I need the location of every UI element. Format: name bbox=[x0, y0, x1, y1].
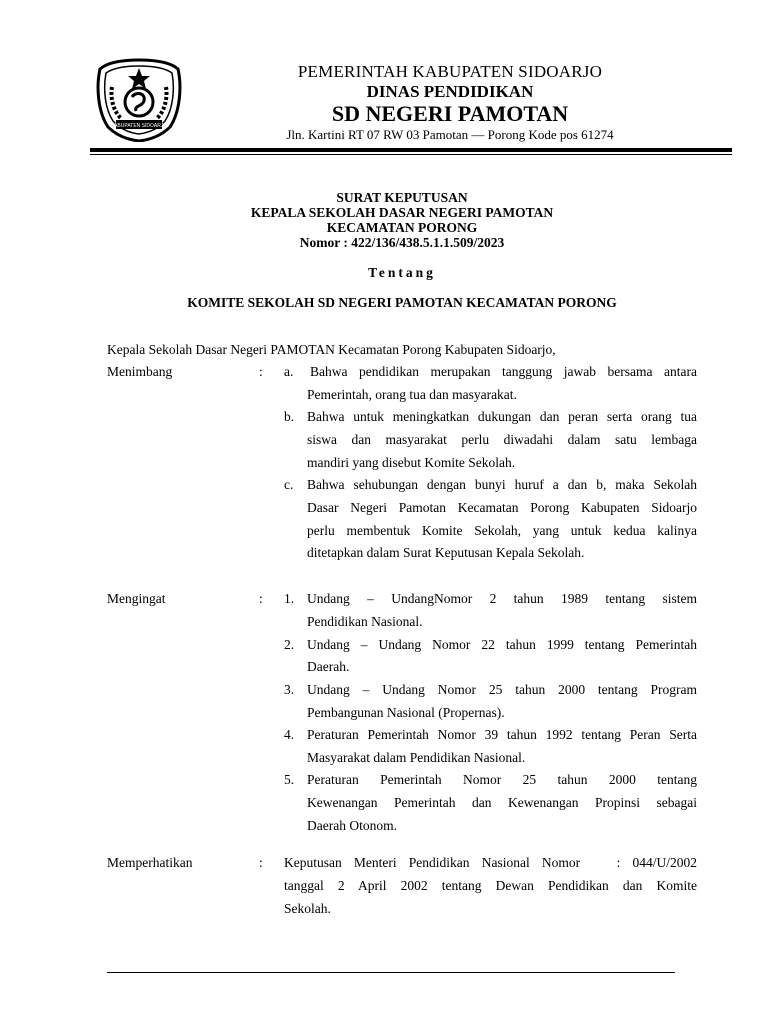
mengingat-5-line-2: Kewenangan Pemerintah dan Kewenangan Propinsi sebagai bbox=[307, 795, 697, 810]
header-government: PEMERINTAH KABUPATEN SIDOARJO bbox=[297, 62, 603, 81]
decree-number: Nomor : 422/136/438.5.1.1.509/2023 bbox=[299, 235, 505, 250]
menimbang-c-line-4: ditetapkan dalam Surat Keputusan Kepala Sekolah. bbox=[307, 545, 585, 560]
mengingat-marker-3: 3. bbox=[284, 682, 295, 697]
mengingat-3-line-1: Undang – Undang Nomor 25 tahun 2000 tentang Program bbox=[307, 682, 697, 697]
mengingat-marker-4: 4. bbox=[284, 727, 295, 742]
decree-district: KECAMATAN PORONG bbox=[326, 220, 478, 235]
menimbang-c-line-1: Bahwa sehubungan dengan bunyi huruf a dan b, maka Sekolah bbox=[307, 477, 697, 492]
header-divider-thick bbox=[90, 148, 732, 152]
memperhatikan-line-3: Sekolah. bbox=[284, 901, 331, 916]
mengingat-marker-2: 2. bbox=[284, 637, 295, 652]
mengingat-2-line-1: Undang – Undang Nomor 22 tahun 1999 tentang Pemerintah bbox=[307, 637, 697, 652]
mengingat-4-line-1: Peraturan Pemerintah Nomor 39 tahun 1992 tentang Peran Serta bbox=[307, 727, 697, 742]
menimbang-c-line-3: perlu membentuk Komite Sekolah, yang untuk kedua kalinya bbox=[307, 523, 697, 538]
memperhatikan-line-1: Keputusan Menteri Pendidikan Nasional Nomor : 044/U/2002 bbox=[284, 855, 697, 870]
menimbang-b-line-2: siswa dan masyarakat perlu diwadahi dalam satu lembaga bbox=[307, 432, 697, 447]
decree-subject: KOMITE SEKOLAH SD NEGERI PAMOTAN KECAMATAN PORONG bbox=[187, 295, 617, 310]
header-address: Jln. Kartini RT 07 RW 03 Pamotan — Porong Kode pos 61274 bbox=[286, 127, 614, 142]
opening-sentence: Kepala Sekolah Dasar Negeri PAMOTAN Kecamatan Porong Kabupaten Sidoarjo, bbox=[107, 342, 556, 357]
menimbang-b-line-1: Bahwa untuk meningkatkan dukungan dan peran serta orang tua bbox=[307, 409, 697, 424]
menimbang-a-line-2: Pemerintah, orang tua dan masyarakat. bbox=[307, 387, 517, 402]
mengingat-3-line-2: Pembangunan Nasional (Propernas). bbox=[307, 705, 505, 720]
mengingat-1-line-1: Undang – UndangNomor 2 tahun 1989 tentang sistem bbox=[307, 591, 697, 606]
mengingat-2-line-2: Daerah. bbox=[307, 659, 350, 674]
mengingat-marker-1: 1. bbox=[284, 591, 295, 606]
decree-title: SURAT KEPUTUSAN bbox=[336, 190, 468, 205]
mengingat-marker-5: 5. bbox=[284, 772, 295, 787]
mengingat-5-line-1: Peraturan Pemerintah Nomor 25 tahun 2000 tentang bbox=[307, 772, 697, 787]
decree-tentang: Tentang bbox=[368, 265, 436, 280]
header-divider-thin bbox=[90, 154, 732, 155]
sidoarjo-emblem-logo bbox=[92, 57, 187, 142]
memperhatikan-line-2: tanggal 2 April 2002 tentang Dewan Pendidikan dan Komite bbox=[284, 878, 697, 893]
memperhatikan-colon: : bbox=[259, 855, 263, 870]
menimbang-marker-a: a. bbox=[284, 364, 294, 379]
mengingat-5-line-3: Daerah Otonom. bbox=[307, 818, 397, 833]
mengingat-colon: : bbox=[259, 591, 263, 606]
svg-text:KABUPATEN SIDOARJO: KABUPATEN SIDOARJO bbox=[110, 123, 168, 129]
mengingat-4-line-2: Masyarakat dalam Pendidikan Nasional. bbox=[307, 750, 526, 765]
mengingat-label: Mengingat bbox=[107, 591, 166, 606]
memperhatikan-label: Memperhatikan bbox=[107, 855, 193, 870]
menimbang-b-line-3: mandiri yang disebut Komite Sekolah. bbox=[307, 455, 516, 470]
menimbang-marker-b: b. bbox=[284, 409, 295, 424]
menimbang-marker-c: c. bbox=[284, 477, 294, 492]
header-department: DINAS PENDIDIKAN bbox=[366, 82, 534, 101]
footer-divider bbox=[107, 972, 675, 973]
mengingat-1-line-2: Pendidikan Nasional. bbox=[307, 614, 423, 629]
menimbang-c-line-2: Dasar Negeri Pamotan Kecamatan Porong Kabupaten Sidoarjo bbox=[307, 500, 697, 515]
menimbang-colon: : bbox=[259, 364, 263, 379]
menimbang-a-line-1: Bahwa pendidikan merupakan tanggung jawab bersama antara bbox=[310, 364, 697, 379]
menimbang-label: Menimbang bbox=[107, 364, 173, 379]
decree-issuer: KEPALA SEKOLAH DASAR NEGERI PAMOTAN bbox=[250, 205, 554, 220]
header-school-name: SD NEGERI PAMOTAN bbox=[331, 101, 569, 126]
